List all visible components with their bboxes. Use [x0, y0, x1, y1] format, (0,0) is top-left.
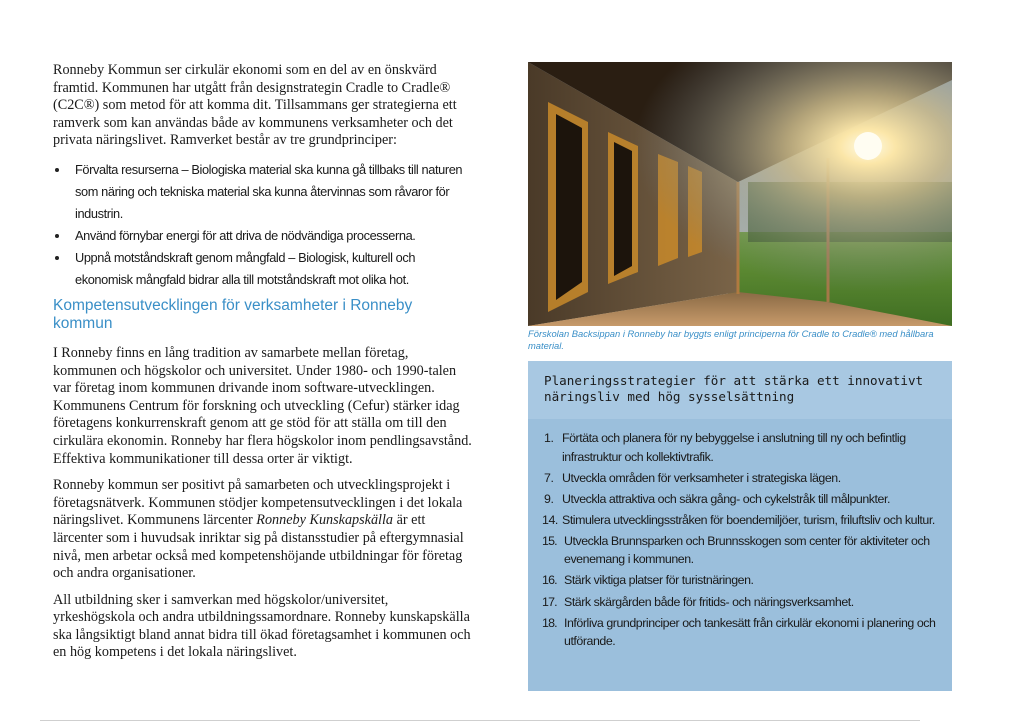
- principles-list: [53, 159, 473, 291]
- section-heading: Kompetensutvecklingen för verksamheter i Ronneby kommun: [53, 296, 413, 332]
- strategy-box: [528, 361, 952, 691]
- strategy-item: 15. Utveckla Brunnsparken och Brunnsskogen som center för aktiviteter och evenemang i kommunen.: [542, 533, 930, 567]
- principle-item: Förvalta resurserna – Biologiska material ska kunna gå tillbaks till naturen som näring och tekniska material ska kunna återvinnas som råvaror för industrin.: [53, 159, 473, 225]
- intro-paragraph: Ronneby Kommun ser cirkulär ekonomi som en del av en önskvärd framtid. Kommunen har utgått från designstrategin Cradle to Cradle® (C2C®) som metod för att komma dit. Tillsammans ger strategierna ett ramverk som kan användas både av kommunens verksamheter och det privata näringslivet. Ramverket består av tre grundprinciper:: [53, 62, 457, 149]
- strategy-item: 16. Stärk viktiga platser för turistnäringen.: [542, 573, 754, 588]
- network-paragraph: Ronneby kommun ser positivt på samarbeten och utvecklingsprojekt i företagsnätverk. Kommunen stödjer kompetensutvecklingen i det lokala näringslivet. Kommunens lärcenter Ronneby Kunskapskälla är ett lärcenter som i huvudsak inriktar sig på distansstudier på eftergymnasial nivå, men arbetar också med kompetenshöjande utbildningar för företag och andra organisationer.: [53, 477, 464, 582]
- strategy-item: 14. Stimulera utvecklingsstråken för boendemiljöer, turism, friluftsliv och kultur.: [542, 512, 935, 527]
- bullet-dot-icon: [55, 168, 59, 172]
- education-paragraph: All utbildning sker i samverkan med högskolor/universitet, yrkeshögskola och andra utbildningssamordnare. Ronneby kunskapskälla ska långsiktigt bland annat bidra till ökad företagsamhet i kommunen och en hög kompetens i det lokala näringslivet.: [53, 591, 471, 661]
- photo-caption: Förskolan Backsippan i Ronneby har byggts enligt principerna för Cradle to Cradle® med hållbara material.: [528, 328, 934, 351]
- strategy-title: Planeringsstrategier för att stärka ett innovativt näringsliv med hög sysselsättning: [528, 361, 952, 419]
- strategy-list: [528, 429, 952, 651]
- principle-item: Uppnå motståndskraft genom mångfald – Biologisk, kulturell och ekonomisk mångfald bidrar alla till motståndskraft mot olika hot.: [53, 247, 473, 291]
- strategy-item: 7. Utveckla områden för verksamheter i strategiska lägen.: [544, 470, 841, 485]
- learning-center-name: Ronneby Kunskapskälla: [256, 512, 394, 529]
- principle-item: Använd förnybar energi för att driva de nödvändiga processerna.: [53, 225, 473, 247]
- strategy-item: 9. Utveckla attraktiva och säkra gång- och cykelstråk till målpunkter.: [544, 491, 890, 506]
- tradition-paragraph: I Ronneby finns en lång tradition av samarbete mellan företag, kommunen och högskolor och universitet. Under 1980- och 1990-talen var företag inom kommunen drivande inom software-utvecklingen. Kommunens Centrum för forskning och utveckling (Cefur) stärker idag företagens konkurrenskraft genom att ge stöd för att ställa om till den cirkulära ekonomin. Ronneby har flera högskolor inom pendlingsavstånd. Effektiva kommunikationer till dessa orter är viktigt.: [53, 344, 472, 467]
- page-divider: [40, 720, 920, 721]
- strategy-item: 1. Förtäta och planera för ny bebyggelse i anslutning till ny och befintlig infrastruktur och kollektivtrafik.: [544, 431, 906, 464]
- bullet-dot-icon: [55, 234, 59, 238]
- preschool-photo: [528, 62, 952, 326]
- bullet-dot-icon: [55, 256, 59, 260]
- left-column: [53, 62, 473, 671]
- strategy-item: 18. Införliva grundprinciper och tankesätt från cirkulär ekonomi i planering och utförande.: [542, 615, 936, 649]
- strategy-item: 17. Stärk skärgården både för fritids- och näringsverksamhet.: [542, 594, 854, 609]
